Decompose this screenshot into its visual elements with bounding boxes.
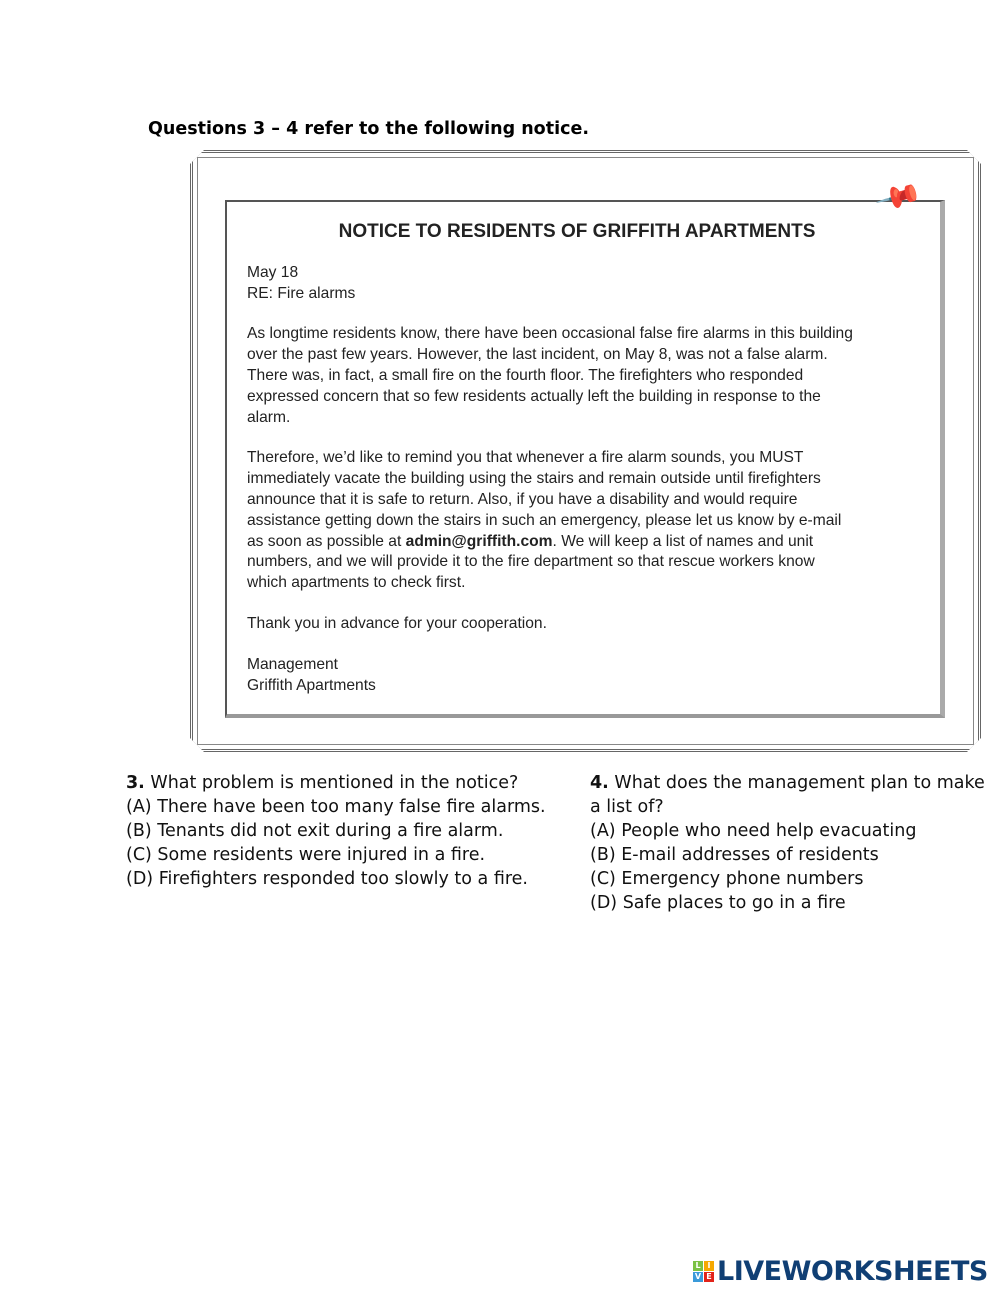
text-line: There was, in fact, a small fire on the fourth floor. The firefighters who responded	[247, 366, 804, 384]
option-b[interactable]: (B) Tenants did not exit during a fire alarm.	[126, 821, 504, 841]
text-line	[247, 532, 927, 553]
text-line: immediately vacate the building using the stairs and remain outside until firefighters	[247, 470, 821, 488]
option-b[interactable]: (B) E-mail addresses of residents	[590, 845, 879, 865]
email-address: admin@griffith.com	[405, 532, 553, 550]
question-text: a list of?	[590, 797, 664, 817]
logo-letter: V	[694, 1272, 702, 1281]
paragraph-3: Thank you in advance for your cooperation.	[247, 614, 547, 632]
notice-title: NOTICE TO RESIDENTS OF GRIFFITH APARTMENTS	[338, 221, 816, 242]
text: . We will keep a list of names and unit	[552, 532, 814, 550]
logo-letter: I	[704, 1261, 714, 1271]
option-d[interactable]: (D) Firefighters responded too slowly to a fire.	[126, 869, 528, 889]
question-text: What does the management plan to make	[608, 773, 985, 793]
question-number: 4.	[590, 773, 609, 793]
text-line: numbers, and we will provide it to the fire department so that rescue workers know	[247, 553, 815, 571]
paragraph-1	[247, 324, 927, 428]
notice-content	[247, 222, 927, 716]
option-a[interactable]: (A) There have been too many false fire alarms.	[126, 797, 546, 817]
text-line: announce that it is safe to return. Also, if you have a disability and would require	[247, 490, 798, 508]
text-line: over the past few years. However, the last incident, on May 8, was not a false alarm.	[247, 346, 828, 364]
logo-text: LIVEWORKSHEETS	[717, 1256, 988, 1287]
logo-blocks-icon	[693, 1261, 714, 1282]
notice-subject: RE: Fire alarms	[247, 284, 356, 302]
paragraph-2	[247, 448, 927, 594]
signature-line: Management	[247, 655, 339, 673]
text: as soon as possible at	[247, 532, 406, 550]
option-a[interactable]: (A) People who need help evacuating	[590, 821, 917, 841]
question-text: What problem is mentioned in the notice?	[144, 773, 519, 793]
option-c[interactable]: (C) Some residents were injured in a fire.	[126, 845, 486, 865]
logo-letter: E	[704, 1272, 714, 1282]
text-line: expressed concern that so few residents actually left the building in response to the	[247, 387, 821, 405]
question-3	[126, 771, 546, 891]
question-number: 3.	[126, 773, 145, 793]
text-line: which apartments to check first.	[247, 574, 466, 592]
signature-line: Griffith Apartments	[247, 676, 376, 694]
liveworksheets-logo	[693, 1256, 988, 1287]
text-line: As longtime residents know, there have been occasional false fire alarms in this building	[247, 325, 853, 343]
text-line: alarm.	[247, 408, 291, 426]
notice-date: May 18	[247, 263, 299, 281]
section-heading: Questions 3 – 4 refer to the following notice.	[148, 119, 589, 139]
option-d[interactable]: (D) Safe places to go in a fire	[590, 893, 846, 913]
text-line: Therefore, we’d like to remind you that whenever a fire alarm sounds, you MUST	[247, 449, 804, 467]
text-line: assistance getting down the stairs in such an emergency, please let us know by e-mail	[247, 511, 842, 529]
question-4	[590, 771, 985, 915]
option-c[interactable]: (C) Emergency phone numbers	[590, 869, 864, 889]
pushpin-icon: 📌	[873, 173, 924, 222]
logo-letter: L	[693, 1261, 703, 1271]
